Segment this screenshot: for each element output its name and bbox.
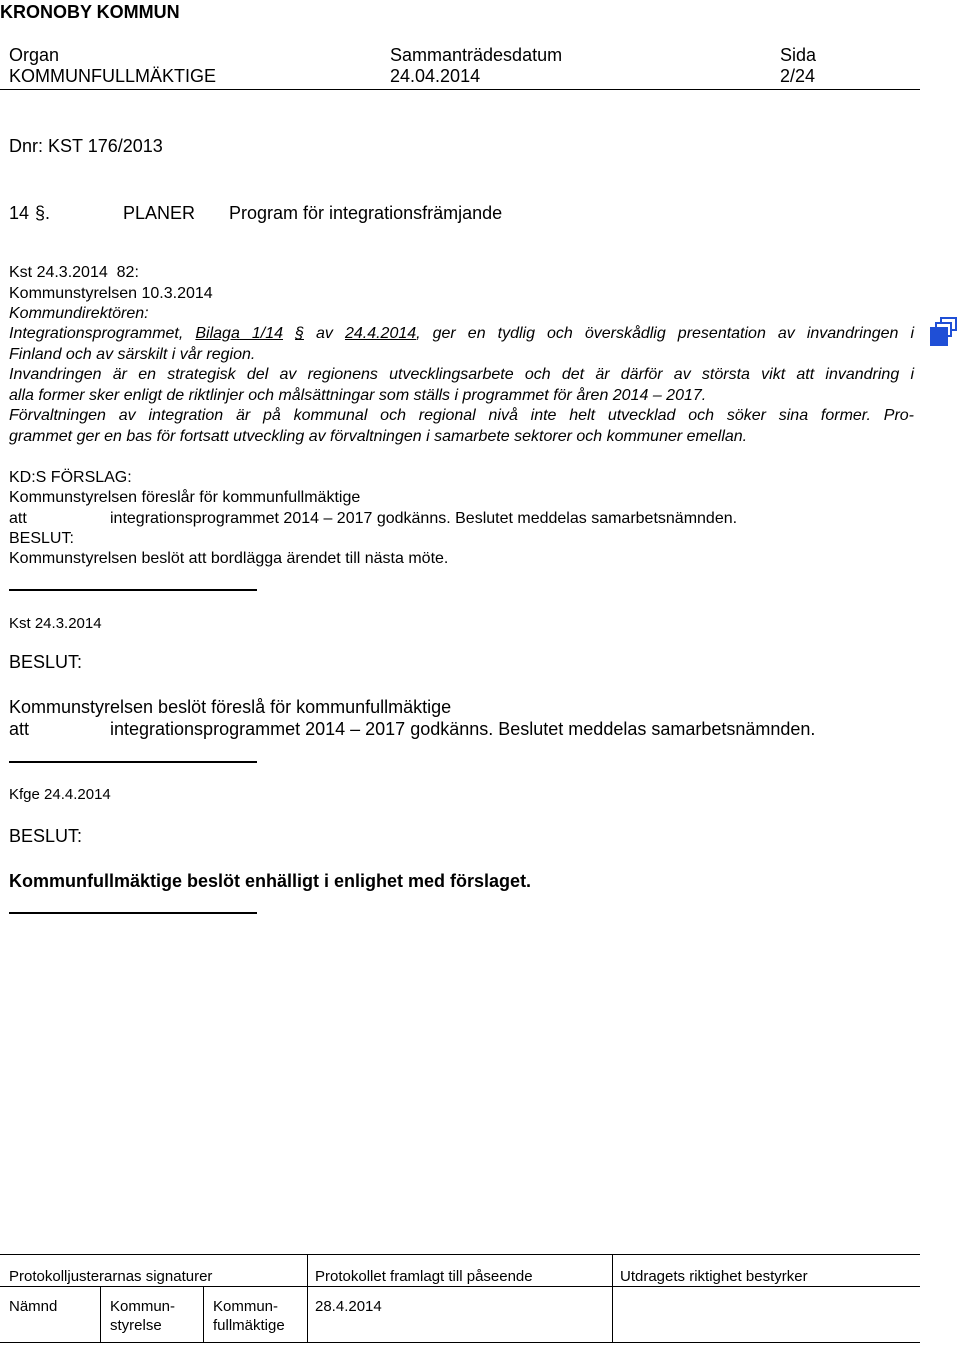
prep-para2-line2: alla former sker enligt de riktlinjer och målsättningar som ställs i programmet för åren 2014 – 2017. <box>9 387 707 404</box>
kd-decision-heading: BESLUT: <box>9 530 74 547</box>
dnr: Dnr: KST 176/2013 <box>9 136 163 156</box>
footer-middle-rule <box>0 1286 920 1287</box>
kd-proposal-att-text: integrationsprogrammet 2014 – 2017 godkänns. Beslutet meddelas samarbetsnämnden. <box>110 510 738 527</box>
paragraph-link[interactable]: § <box>295 325 304 342</box>
document-stack-icon[interactable] <box>930 317 958 347</box>
date-label: Sammanträdesdatum <box>390 45 563 65</box>
prep-para2-line1: Invandringen är en strategisk del av regionens utvecklingsarbete och det är därför av största vikt att invandring i <box>9 366 914 383</box>
kfge-decision-text: Kommunfullmäktige beslöt enhälligt i enlighet med förslaget. <box>9 871 532 891</box>
kst-decision-heading: BESLUT: <box>9 652 83 672</box>
prep-line-1: Kommunstyrelsen 10.3.2014 <box>9 285 213 302</box>
municipality-name: KRONOBY KOMMUN <box>0 2 180 22</box>
kd-proposal-heading: KD:S FÖRSLAG: <box>9 469 132 486</box>
footer-column-divider-2 <box>612 1254 613 1287</box>
footer-signatures-label: Protokolljusterarnas signaturer <box>9 1268 213 1285</box>
kfge-date: Kfge 24.4.2014 <box>9 786 111 803</box>
paragraph-sign: §. <box>35 203 51 223</box>
section-divider-3 <box>9 912 257 914</box>
paragraph-number: 14 <box>9 203 30 223</box>
header-divider <box>0 89 920 90</box>
date-value: 24.04.2014 <box>390 66 481 86</box>
footer-cell-divider-1 <box>100 1287 101 1342</box>
footer-namnd: Nämnd <box>9 1298 58 1315</box>
case-title: Program för integrationsfrämjande <box>229 203 503 223</box>
footer-kst-line1: Kommun- <box>110 1298 176 1315</box>
section-divider-2 <box>9 761 257 763</box>
prep-para1-line2: Finland och av särskilt i vår region. <box>9 346 256 363</box>
kst-date: Kst 24.3.2014 <box>9 615 102 632</box>
kd-proposal-att: att <box>9 510 27 527</box>
footer-cell-divider-4 <box>612 1287 613 1342</box>
footer-presented-label: Protokollet framlagt till påseende <box>315 1268 533 1285</box>
organ-value: KOMMUNFULLMÄKTIGE <box>9 66 217 86</box>
prep-para3-line1: Förvaltningen av integration är på kommunal och regional nivå inte helt utvecklad och söker sina former. Pro- <box>9 407 914 424</box>
footer-bottom-rule <box>0 1342 920 1343</box>
footer-kst-line2: styrelse <box>110 1317 162 1334</box>
attachment-link[interactable]: Bilaga 1/14 <box>195 325 284 342</box>
page-label: Sida <box>780 45 817 65</box>
date-link[interactable]: 24.4.2014 <box>344 325 417 342</box>
organ-label: Organ <box>9 45 60 65</box>
kfge-decision-heading: BESLUT: <box>9 826 83 846</box>
footer-certified-label: Utdragets riktighet bestyrker <box>620 1268 808 1285</box>
kst-decision-att: att <box>9 719 30 739</box>
section-divider-1 <box>9 589 257 591</box>
kd-proposal-line1: Kommunstyrelsen föreslår för kommunfullmäktige <box>9 489 361 506</box>
kst-reference: Kst 24.3.2014 82: <box>9 264 139 281</box>
footer-kfge-line1: Kommun- <box>213 1298 279 1315</box>
footer-column-divider-1 <box>307 1254 308 1287</box>
prep-para1-line1: Integrationsprogrammet, Bilaga 1/14 § av 24.4.2014, ger en tydlig och överskådlig presentation av invandringen i <box>9 325 915 342</box>
prep-line-2: Kommundirektören: <box>9 305 149 322</box>
kst-decision-line1: Kommunstyrelsen beslöt föreslå för kommunfullmäktige <box>9 697 452 717</box>
case-category: PLANER <box>123 203 196 223</box>
kst-decision-att-text: integrationsprogrammet 2014 – 2017 godkänns. Beslutet meddelas samarbetsnämnden. <box>110 719 816 739</box>
footer-top-rule <box>0 1254 920 1255</box>
footer-cell-divider-3 <box>307 1287 308 1342</box>
kd-decision-text: Kommunstyrelsen beslöt att bordlägga ärendet till nästa möte. <box>9 550 449 567</box>
prep-para3-line2: grammet ger en bas för fortsatt utveckling av förvaltningen i samarbete sektorer och kommuner emellan. <box>9 428 748 445</box>
footer-kfge-line2: fullmäktige <box>213 1317 285 1334</box>
page-value: 2/24 <box>780 66 816 86</box>
footer-cell-divider-2 <box>203 1287 204 1342</box>
footer-presented-date: 28.4.2014 <box>315 1298 382 1315</box>
